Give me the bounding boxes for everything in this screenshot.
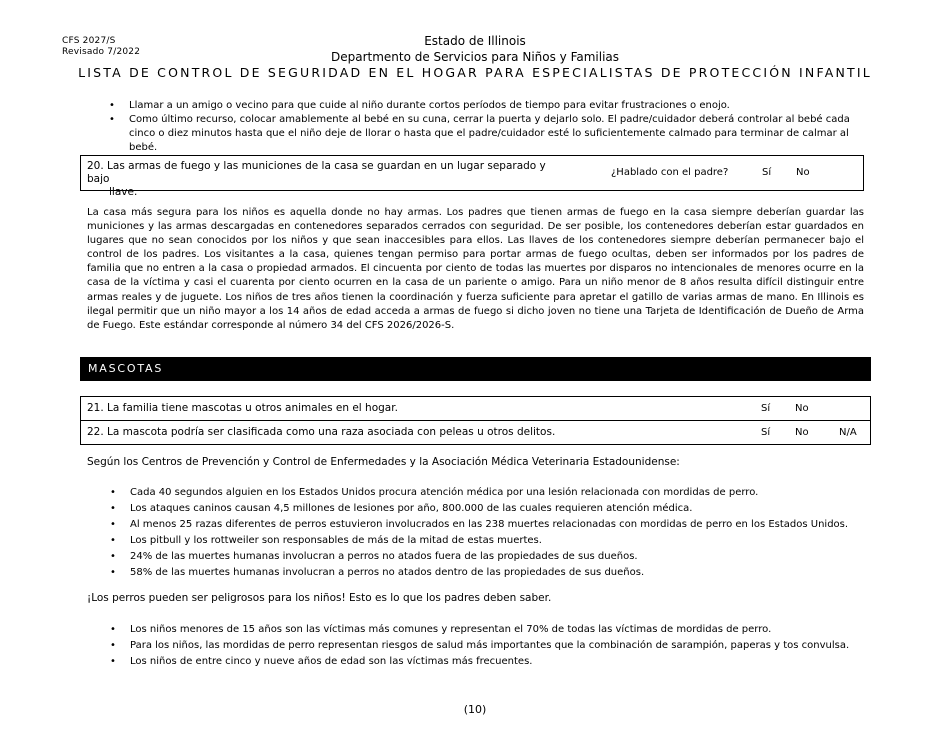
- list-item: • Los ataques caninos causan 4,5 millones de lesiones por año, 800.000 de las cuales requieren atención médica.: [106, 501, 866, 517]
- question-21-row: [81, 397, 870, 420]
- list-item: • Como último recurso, colocar amablemente al bebé en su cuna, cerrar la puerta y dejarlo solo. El padre/cuidador deberá controlar al bebé cada cinco o diez minutos hasta que el niño deje de llorar o hasta que el padre/cuidador esté lo suficientemente calmado para terminar de calmar al bebé.: [105, 113, 865, 155]
- question-20-no-option[interactable]: No: [796, 167, 810, 178]
- question-21-yes-option[interactable]: Sí: [761, 403, 771, 414]
- parents-intro: ¡Los perros pueden ser peligrosos para los niños! Esto es lo que los padres deben saber.: [87, 592, 552, 604]
- firearms-paragraph: La casa más segura para los niños es aquella donde no hay armas. Los padres que tienen armas de fuego en la casa siempre deberían guardar las municiones y las armas descargadas en contenedores separados cerrados con seguridad. De ser posible, los contenedores deberían estar guardados en lugares que no sean conocidos por los niños y que sean inaccesibles para ellos. Las llaves de los contenedores siempre deberían permanecer bajo el control de los padres. Los visitantes a la casa, quienes tengan permiso para portar armas de fuego ocultas, deben ser informados por los padres de familia que no entren a la casa o propiedad armados. El cincuenta por ciento de todas las muertes por disparos no intencionales de menores ocurre en la casa de la víctima y casi el cuarenta por ciento ocurren en la casa de un pariente o amigo. Para un niño menor de 8 años resulta difícil distinguir entre armas reales y de juguete. Los niños de tres años tienen la coordinación y fuerza suficiente para apretar el gatillo de varias armas de mano. En Illinois es ilegal permitir que un niño mayor a los 14 años de edad acceda a armas de fuego si dicho joven no tiene una Tarjeta de Identificación de Dueño de Arma de Fuego. Este estándar corresponde al número 34 del CFS 2026/2026-S.: [87, 207, 864, 331]
- question-22-na-option[interactable]: N/A: [839, 427, 857, 438]
- list-item: • Los niños menores de 15 años son las víctimas más comunes y representan el 70% de todas las víctimas de mordidas de perro.: [106, 622, 866, 638]
- list-item: • Los niños de entre cinco y nueve años de edad son las víctimas más frecuentes.: [106, 654, 866, 670]
- dog-bite-facts-list: [106, 485, 866, 581]
- question-22-no-option[interactable]: No: [795, 427, 809, 438]
- question-20-line-2: llave.: [109, 186, 138, 198]
- question-20-box: [80, 155, 864, 198]
- parents-facts-list: [106, 622, 866, 670]
- list-item: • 24% de las muertes humanas involucran a perros no atados fuera de las propiedades de sus dueños.: [106, 549, 866, 565]
- question-20-line-1: 20. Las armas de fuego y las municiones de la casa se guardan en un lugar separado y bajo: [87, 160, 546, 185]
- question-21-text: 21. La familia tiene mascotas u otros animales en el hogar.: [87, 402, 398, 414]
- department-name: Departmento de Servicios para Niños y Familias: [330, 50, 620, 64]
- list-item: • Cada 40 segundos alguien en los Estados Unidos procura atención médica por una lesión relacionada con mordidas de perro.: [106, 485, 866, 501]
- revision-date: Revisado 7/2022: [62, 47, 141, 57]
- list-item: • Para los niños, las mordidas de perro representan riesgos de salud más importantes que la combinación de sarampión, paperas y tos convulsa.: [106, 638, 866, 654]
- calming-tips-list: [105, 99, 865, 155]
- cdc-intro: Según los Centros de Prevención y Control de Enfermedades y la Asociación Médica Veterinaria Estadounidense:: [87, 456, 680, 468]
- question-22-yes-option[interactable]: Sí: [761, 427, 771, 438]
- page-title: LISTA DE CONTROL DE SEGURIDAD EN EL HOGAR PARA ESPECIALISTAS DE PROTECCIÓN INFANTIL: [78, 65, 872, 80]
- list-item: • 58% de las muertes humanas involucran a perros no atados dentro de las propiedades de sus dueños.: [106, 565, 866, 581]
- pet-questions-table: [80, 396, 871, 445]
- list-item: • Llamar a un amigo o vecino para que cuide al niño durante cortos períodos de tiempo para evitar frustraciones o enojo.: [105, 99, 865, 113]
- page-number: (10): [463, 703, 487, 716]
- list-item: • Los pitbull y los rottweiler son responsables de más de la mitad de estas muertes.: [106, 533, 866, 549]
- section-header-pets: MASCOTAS: [80, 357, 871, 381]
- list-item: • Al menos 25 razas diferentes de perros estuvieron involucrados en las 238 muertes relacionadas con mordidas de perro en los Estados Unidos.: [106, 517, 866, 533]
- question-20-yes-option[interactable]: Sí: [762, 167, 772, 178]
- question-22-row: [81, 420, 870, 444]
- question-22-text: 22. La mascota podría ser clasificada como una raza asociada con peleas u otros delitos.: [87, 426, 556, 438]
- question-21-no-option[interactable]: No: [795, 403, 809, 414]
- question-20-text: [87, 160, 557, 199]
- form-number: CFS 2027/S: [62, 36, 116, 46]
- talked-with-parent-label: ¿Hablado con el padre?: [611, 167, 729, 178]
- state-name: Estado de Illinois: [424, 34, 526, 48]
